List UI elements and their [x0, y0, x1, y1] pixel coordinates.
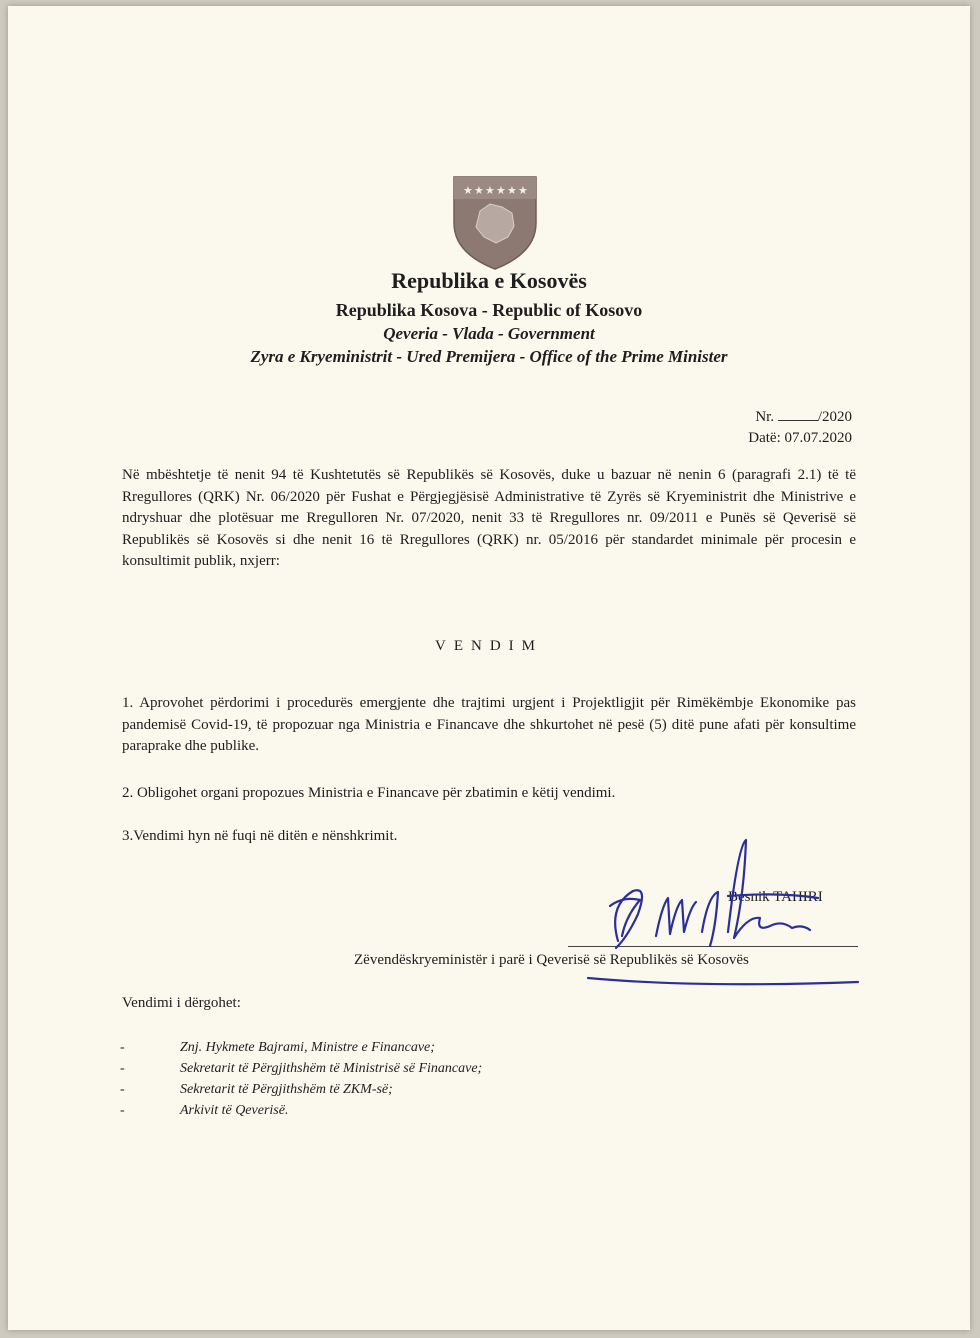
header-office: Zyra e Kryeministrit - Ured Premijera - Office of the Prime Minister — [250, 347, 728, 366]
reference-date: Datë: 07.07.2020 — [748, 430, 852, 446]
list-bullet: - — [120, 1082, 125, 1097]
decision-title: VENDIM — [435, 638, 543, 654]
intro-paragraph: Në mbështetje të nenit 94 të Kushtetutës së Republikës së Kosovës, duke u bazuar në nenin 6 (paragrafi 2.1) të të Rregullores (QRK) Nr. 06/2020 për Fushat e Përgjegjësisë Administrative të Zyrës së Kryeministrit dhe Ministrive e ndryshuar dhe plotësuar me Rregulloren Nr. 07/2020, nenit 33 të Rregullores nr. 09/2011 e Punës së Qeverisë së Republikës së Kosovës si dhe nenit 16 të Rregullores (QRK) nr. 05/2016 për standardet minimale për procesin e konsultimit publik, nxjerr: — [122, 467, 856, 569]
kosovo-coat-of-arms-icon — [450, 171, 540, 271]
header-government: Qeveria - Vlada - Government — [383, 324, 595, 343]
recipient-text: Znj. Hykmete Bajrami, Ministre e Financave; — [180, 1040, 435, 1055]
decision-point-3: 3.Vendimi hyn në fuqi në ditën e nënshkrimit. — [122, 828, 398, 844]
list-bullet: - — [120, 1061, 125, 1076]
distribution-label: Vendimi i dërgohet: — [122, 995, 241, 1011]
decision-point-1: 1. Aprovohet përdorimi i procedurës emergjente dhe trajtimi urgjent i Projektligjit për Rimëkëmbje Ekonomike pas pandemisë Covid-19, të propozuar nga Ministria e Financave dhe shkurtohet në pesë (5) ditë pune afati për konsultime paraprake dhe publike. — [122, 695, 856, 754]
recipient-text: Arkivit të Qeverisë. — [180, 1103, 289, 1118]
recipient-text: Sekretarit të Përgjithshëm të Ministrisë së Financave; — [180, 1061, 483, 1076]
signatory-name: Besnik TAHIRI — [728, 889, 823, 905]
reference-number — [755, 408, 852, 426]
recipient-text: Sekretarit të Përgjithshëm të ZKM-së; — [180, 1082, 393, 1097]
svg-text:★: ★ — [485, 184, 495, 197]
signatory-role: Zëvendëskryeministër i parë i Qeverisë së Republikës së Kosovës — [354, 952, 749, 968]
document-page — [8, 6, 970, 1330]
header-country-multilingual: Republika Kosova - Republic of Kosovo — [335, 300, 643, 320]
handwritten-signature — [578, 836, 878, 996]
header-country-albanian: Republika e Kosovës — [391, 268, 587, 293]
list-bullet: - — [120, 1103, 125, 1118]
reference-number-prefix: Nr. — [755, 409, 775, 425]
svg-text:★: ★ — [474, 184, 484, 197]
svg-text:★: ★ — [507, 184, 517, 197]
reference-number-blank — [778, 408, 818, 421]
decision-point-2: 2. Obligohet organi propozues Ministria e Financave për zbatimin e këtij vendimi. — [122, 785, 616, 801]
reference-number-year: /2020 — [817, 409, 852, 425]
svg-text:★: ★ — [496, 184, 506, 197]
list-bullet: - — [120, 1040, 125, 1055]
svg-text:★: ★ — [518, 184, 528, 197]
svg-text:★: ★ — [463, 184, 473, 197]
